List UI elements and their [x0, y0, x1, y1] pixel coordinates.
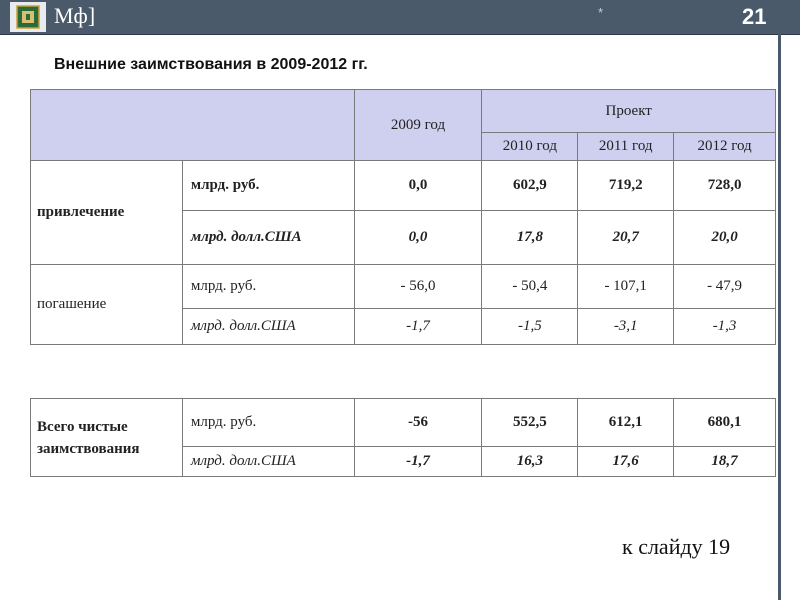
- unit-cell: млрд. долл.США: [182, 309, 354, 345]
- value-cell: 18,7: [674, 447, 776, 477]
- value-cell: 20,7: [578, 211, 674, 265]
- value-cell: 20,0: [674, 211, 776, 265]
- value-cell: -1,7: [354, 447, 482, 477]
- borrowings-table: [30, 89, 776, 345]
- row-group-label: привлечение: [31, 161, 183, 265]
- row-group-label: погашение: [31, 265, 183, 345]
- slide-title: Внешние заимствования в 2009-2012 гг.: [54, 56, 368, 73]
- value-cell: 719,2: [578, 161, 674, 211]
- value-cell: - 50,4: [482, 265, 578, 309]
- value-cell: 728,0: [674, 161, 776, 211]
- header-2011: 2011 год: [578, 133, 674, 161]
- value-cell: -3,1: [578, 309, 674, 345]
- slide-marker: *: [598, 5, 604, 20]
- table-row: [31, 265, 776, 309]
- value-cell: - 56,0: [354, 265, 482, 309]
- top-bar: [0, 0, 800, 35]
- net-borrowings-table: [30, 398, 776, 477]
- value-cell: -1,7: [354, 309, 482, 345]
- value-cell: 16,3: [482, 447, 578, 477]
- ministry-logo-icon: [10, 2, 46, 32]
- table-row: [31, 399, 776, 447]
- value-cell: -56: [354, 399, 482, 447]
- value-cell: 17,8: [482, 211, 578, 265]
- header-2010: 2010 год: [482, 133, 578, 161]
- row-group-label: Всего чистые заимствования: [31, 399, 183, 477]
- value-cell: 0,0: [354, 161, 482, 211]
- header-2009: 2009 год: [354, 90, 482, 161]
- table-row: [31, 161, 776, 211]
- unit-cell: млрд. долл.США: [182, 211, 354, 265]
- header-empty-cell: [31, 90, 355, 161]
- value-cell: -1,3: [674, 309, 776, 345]
- value-cell: 552,5: [482, 399, 578, 447]
- slide-reference-link[interactable]: к слайду 19: [622, 534, 731, 559]
- unit-cell: млрд. руб.: [182, 399, 354, 447]
- unit-cell: млрд. руб.: [182, 161, 354, 211]
- brand-text: Мф]: [54, 3, 96, 28]
- value-cell: 17,6: [578, 447, 674, 477]
- value-cell: 680,1: [674, 399, 776, 447]
- header-2012: 2012 год: [674, 133, 776, 161]
- value-cell: 612,1: [578, 399, 674, 447]
- unit-cell: млрд. долл.США: [182, 447, 354, 477]
- value-cell: - 107,1: [578, 265, 674, 309]
- value-cell: 602,9: [482, 161, 578, 211]
- value-cell: -1,5: [482, 309, 578, 345]
- header-project: Проект: [482, 90, 776, 133]
- value-cell: 0,0: [354, 211, 482, 265]
- page-number: 21: [742, 4, 767, 29]
- value-cell: - 47,9: [674, 265, 776, 309]
- right-divider: [778, 0, 781, 600]
- unit-cell: млрд. руб.: [182, 265, 354, 309]
